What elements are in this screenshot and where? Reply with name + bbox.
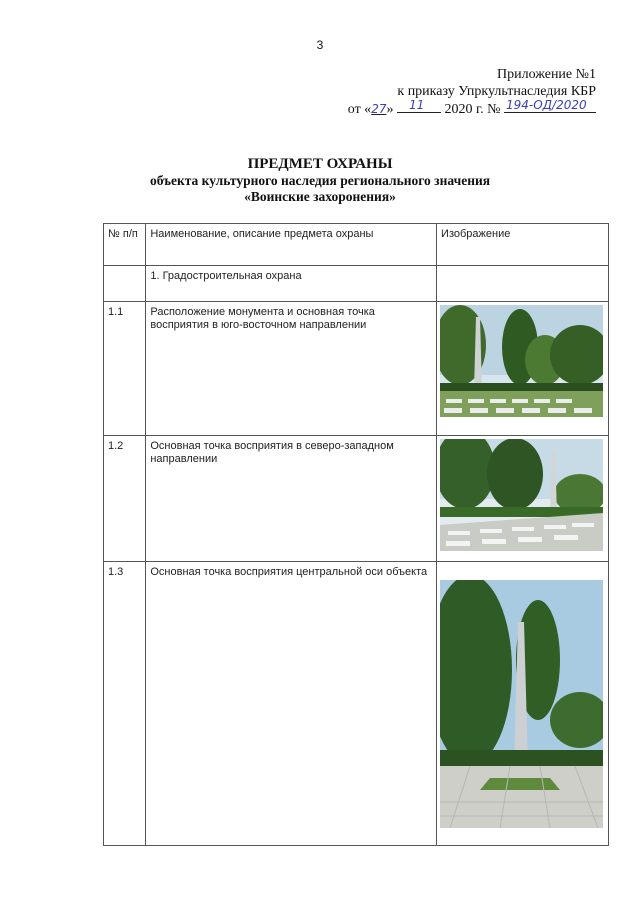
handwritten-month: 11 — [408, 98, 425, 112]
section-image-cell — [437, 266, 609, 302]
table-row — [104, 302, 609, 436]
number-field — [504, 100, 596, 113]
protection-table — [103, 223, 609, 846]
heading-line3: «Воинские захоронения» — [244, 189, 396, 204]
heading-line1: ПРЕДМЕТ ОХРАНЫ — [247, 156, 393, 172]
row-image-cell — [437, 562, 609, 846]
appendix-order: к приказу Упркультнаследия КБР — [397, 84, 596, 99]
row-num: 1.1 — [104, 302, 146, 436]
row-num: 1.2 — [104, 436, 146, 562]
section-title: 1. Градостроительная охрана — [146, 266, 437, 302]
appendix-date-line — [348, 100, 596, 118]
header-image: Изображение — [437, 224, 609, 266]
page-number: 3 — [316, 38, 324, 52]
row-image-cell — [437, 302, 609, 436]
appendix-block — [348, 66, 596, 118]
year-text: 2020 г. № — [444, 102, 501, 117]
row-image-cell — [437, 436, 609, 562]
date-mid: » — [386, 102, 394, 117]
handwritten-day: 27 — [371, 102, 387, 116]
handwritten-number: 194-ОД/2020 — [506, 98, 587, 112]
section-row — [104, 266, 609, 302]
table-row — [104, 436, 609, 562]
date-prefix: от « — [347, 102, 372, 117]
photo-monument-southeast — [440, 305, 603, 417]
photo-monument-central-axis — [440, 580, 603, 828]
table-header-row — [104, 224, 609, 266]
document-heading — [0, 155, 640, 205]
table-row — [104, 562, 609, 846]
appendix-title: Приложение №1 — [497, 67, 596, 82]
header-name: Наименование, описание предмета охраны — [146, 224, 437, 266]
section-num-cell — [104, 266, 146, 302]
heading-line2: объекта культурного наследия регионального значения — [149, 173, 491, 188]
row-text: Расположение монумента и основная точка восприятия в юго-восточном направлении — [146, 302, 437, 436]
month-field — [397, 100, 441, 113]
row-text: Основная точка восприятия центральной оси объекта — [146, 562, 437, 846]
header-num: № п/п — [104, 224, 146, 266]
row-num: 1.3 — [104, 562, 146, 846]
photo-monument-northwest — [440, 439, 603, 551]
row-text: Основная точка восприятия в северо-западном направлении — [146, 436, 437, 562]
